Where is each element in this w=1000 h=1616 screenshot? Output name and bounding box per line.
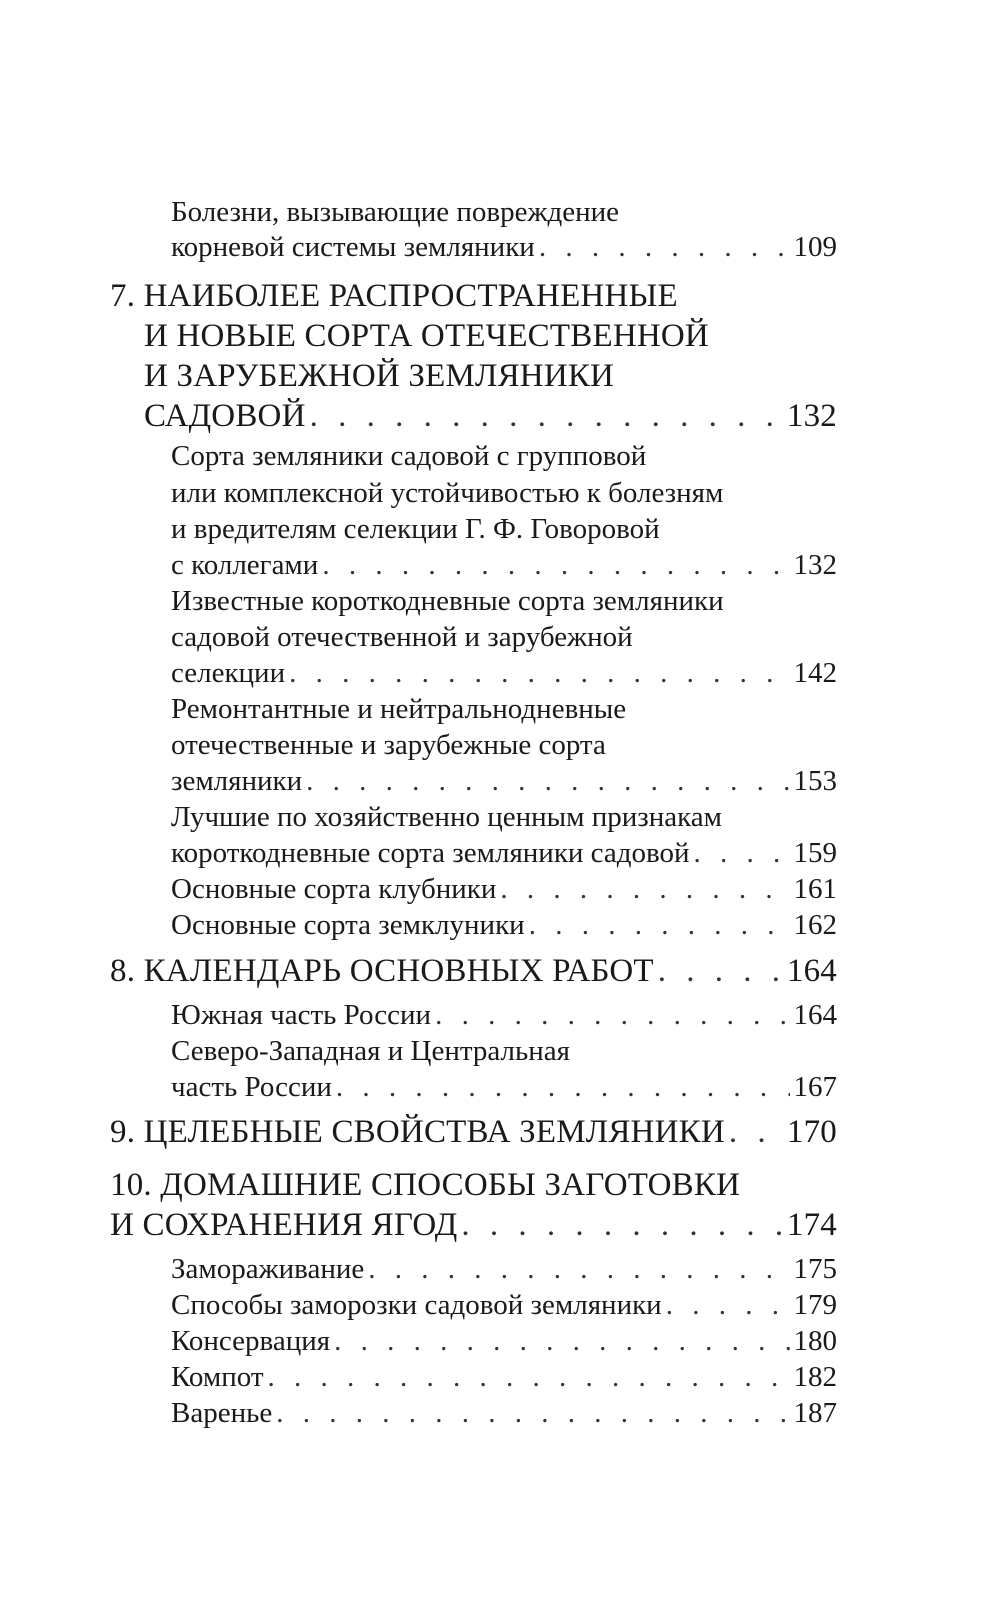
dot-leader	[336, 1071, 790, 1104]
toc-entry-title: короткодневные сорта земляники садовой	[171, 837, 690, 869]
toc-entry-title: Основные сорта земклуники	[171, 909, 525, 941]
toc-entry-text: Сорта земляники садовой с групповой	[171, 440, 647, 472]
toc-entry	[110, 1207, 837, 1244]
dot-leader	[500, 873, 789, 906]
toc-entry-title: Южная часть России	[171, 999, 432, 1031]
chapter-heading: 9. ЦЕЛЕБНЫЕ СВОЙСТВА ЗЕМЛЯНИКИ	[110, 1114, 725, 1150]
chapter-heading: 8. КАЛЕНДАРЬ ОСНОВНЫХ РАБОТ	[110, 953, 654, 989]
toc-entry	[171, 909, 837, 942]
dot-leader	[310, 398, 783, 435]
dot-leader	[461, 1207, 782, 1244]
toc-page-number: 153	[793, 765, 837, 797]
dot-leader	[539, 231, 790, 264]
toc-entry	[171, 837, 837, 870]
toc-entry	[110, 953, 837, 990]
toc-entry	[171, 1397, 837, 1430]
toc-page-number: 179	[793, 1289, 837, 1321]
toc-page-number: 174	[786, 1207, 837, 1243]
dot-leader	[322, 549, 789, 582]
chapter-heading: И НОВЫЕ СОРТА ОТЕЧЕСТВЕННОЙ	[144, 318, 709, 354]
chapter-heading: 7. НАИБОЛЕЕ РАСПРОСТРАНЕННЫЕ	[110, 278, 678, 314]
toc-entry	[171, 549, 837, 582]
toc-entry-text: Известные короткодневные сорта земляники	[171, 585, 724, 617]
dot-leader	[276, 1397, 789, 1430]
toc-page-number: 180	[793, 1325, 837, 1357]
toc-entry-text: садовой отечественной и зарубежной	[171, 621, 633, 653]
dot-leader	[368, 1253, 789, 1286]
toc-entry	[171, 1325, 837, 1358]
toc-page-number: 187	[793, 1397, 837, 1429]
toc-entry-title: Варенье	[171, 1397, 273, 1429]
toc-page-number: 170	[786, 1114, 837, 1150]
toc-entry-text: отечественные и зарубежные сорта	[171, 729, 606, 761]
toc-page-number: 164	[793, 999, 837, 1031]
toc-entry	[144, 398, 837, 435]
toc-entry-title: часть России	[171, 1071, 332, 1103]
toc-entry	[171, 765, 837, 798]
toc-page-number: 142	[793, 657, 837, 689]
toc-entry-title: земляники	[171, 765, 303, 797]
dot-leader	[529, 909, 790, 942]
toc-entry-text: или комплексной устойчивостью к болезням	[171, 477, 724, 509]
dot-leader	[729, 1114, 783, 1151]
toc-page-number: 159	[793, 837, 837, 869]
toc-entry-title: корневой системы земляники	[171, 231, 535, 263]
toc-entry-title: Способы заморозки садовой земляники	[171, 1289, 662, 1321]
toc-entry-title: Замораживание	[171, 1253, 365, 1285]
chapter-heading: И ЗАРУБЕЖНОЙ ЗЕМЛЯНИКИ	[144, 358, 615, 394]
toc-entry-title: селекции	[171, 657, 286, 689]
dot-leader	[658, 953, 783, 990]
dot-leader	[268, 1361, 790, 1394]
toc-entry	[171, 231, 837, 264]
toc-entry	[171, 1289, 837, 1322]
toc-page-number: 161	[793, 873, 837, 905]
toc-page-number: 109	[793, 231, 837, 263]
toc-page-number: 182	[793, 1361, 837, 1393]
dot-leader	[306, 765, 789, 798]
dot-leader	[435, 999, 789, 1032]
toc-entry	[171, 1253, 837, 1286]
toc-entry-title: Основные сорта клубники	[171, 873, 497, 905]
dot-leader	[289, 657, 789, 690]
toc-page-number: 162	[793, 909, 837, 941]
toc-page-number: 175	[793, 1253, 837, 1285]
toc-entry-title: Компот	[171, 1361, 264, 1393]
toc-entry-title: Консервация	[171, 1325, 331, 1357]
chapter-heading: САДОВОЙ	[144, 398, 306, 434]
toc-page-number: 132	[786, 398, 837, 434]
toc-entry-text: Лучшие по хозяйственно ценным признакам	[171, 801, 722, 833]
chapter-heading: 10. ДОМАШНИЕ СПОСОБЫ ЗАГОТОВКИ	[110, 1167, 741, 1203]
dot-leader	[334, 1325, 789, 1358]
toc-entry-text: Болезни, вызывающие повреждение	[171, 196, 620, 228]
toc-entry	[171, 999, 837, 1032]
toc-entry	[110, 1114, 837, 1151]
dot-leader	[666, 1289, 790, 1322]
toc-entry-text: и вредителям селекции Г. Ф. Говоровой	[171, 513, 660, 545]
toc-entry	[171, 1071, 837, 1104]
toc-entry-text: Северо-Западная и Центральная	[171, 1035, 570, 1067]
toc-entry-text: Ремонтантные и нейтральнодневные	[171, 693, 627, 725]
toc-entry	[171, 1361, 837, 1394]
dot-leader	[694, 837, 790, 870]
toc-entry	[171, 873, 837, 906]
toc-entry-title: с коллегами	[171, 549, 319, 581]
toc-entry	[171, 657, 837, 690]
toc-page-number: 167	[793, 1071, 837, 1103]
chapter-heading: И СОХРАНЕНИЯ ЯГОД	[110, 1207, 458, 1243]
toc-page-number: 132	[793, 549, 837, 581]
toc-page-number: 164	[786, 953, 837, 989]
